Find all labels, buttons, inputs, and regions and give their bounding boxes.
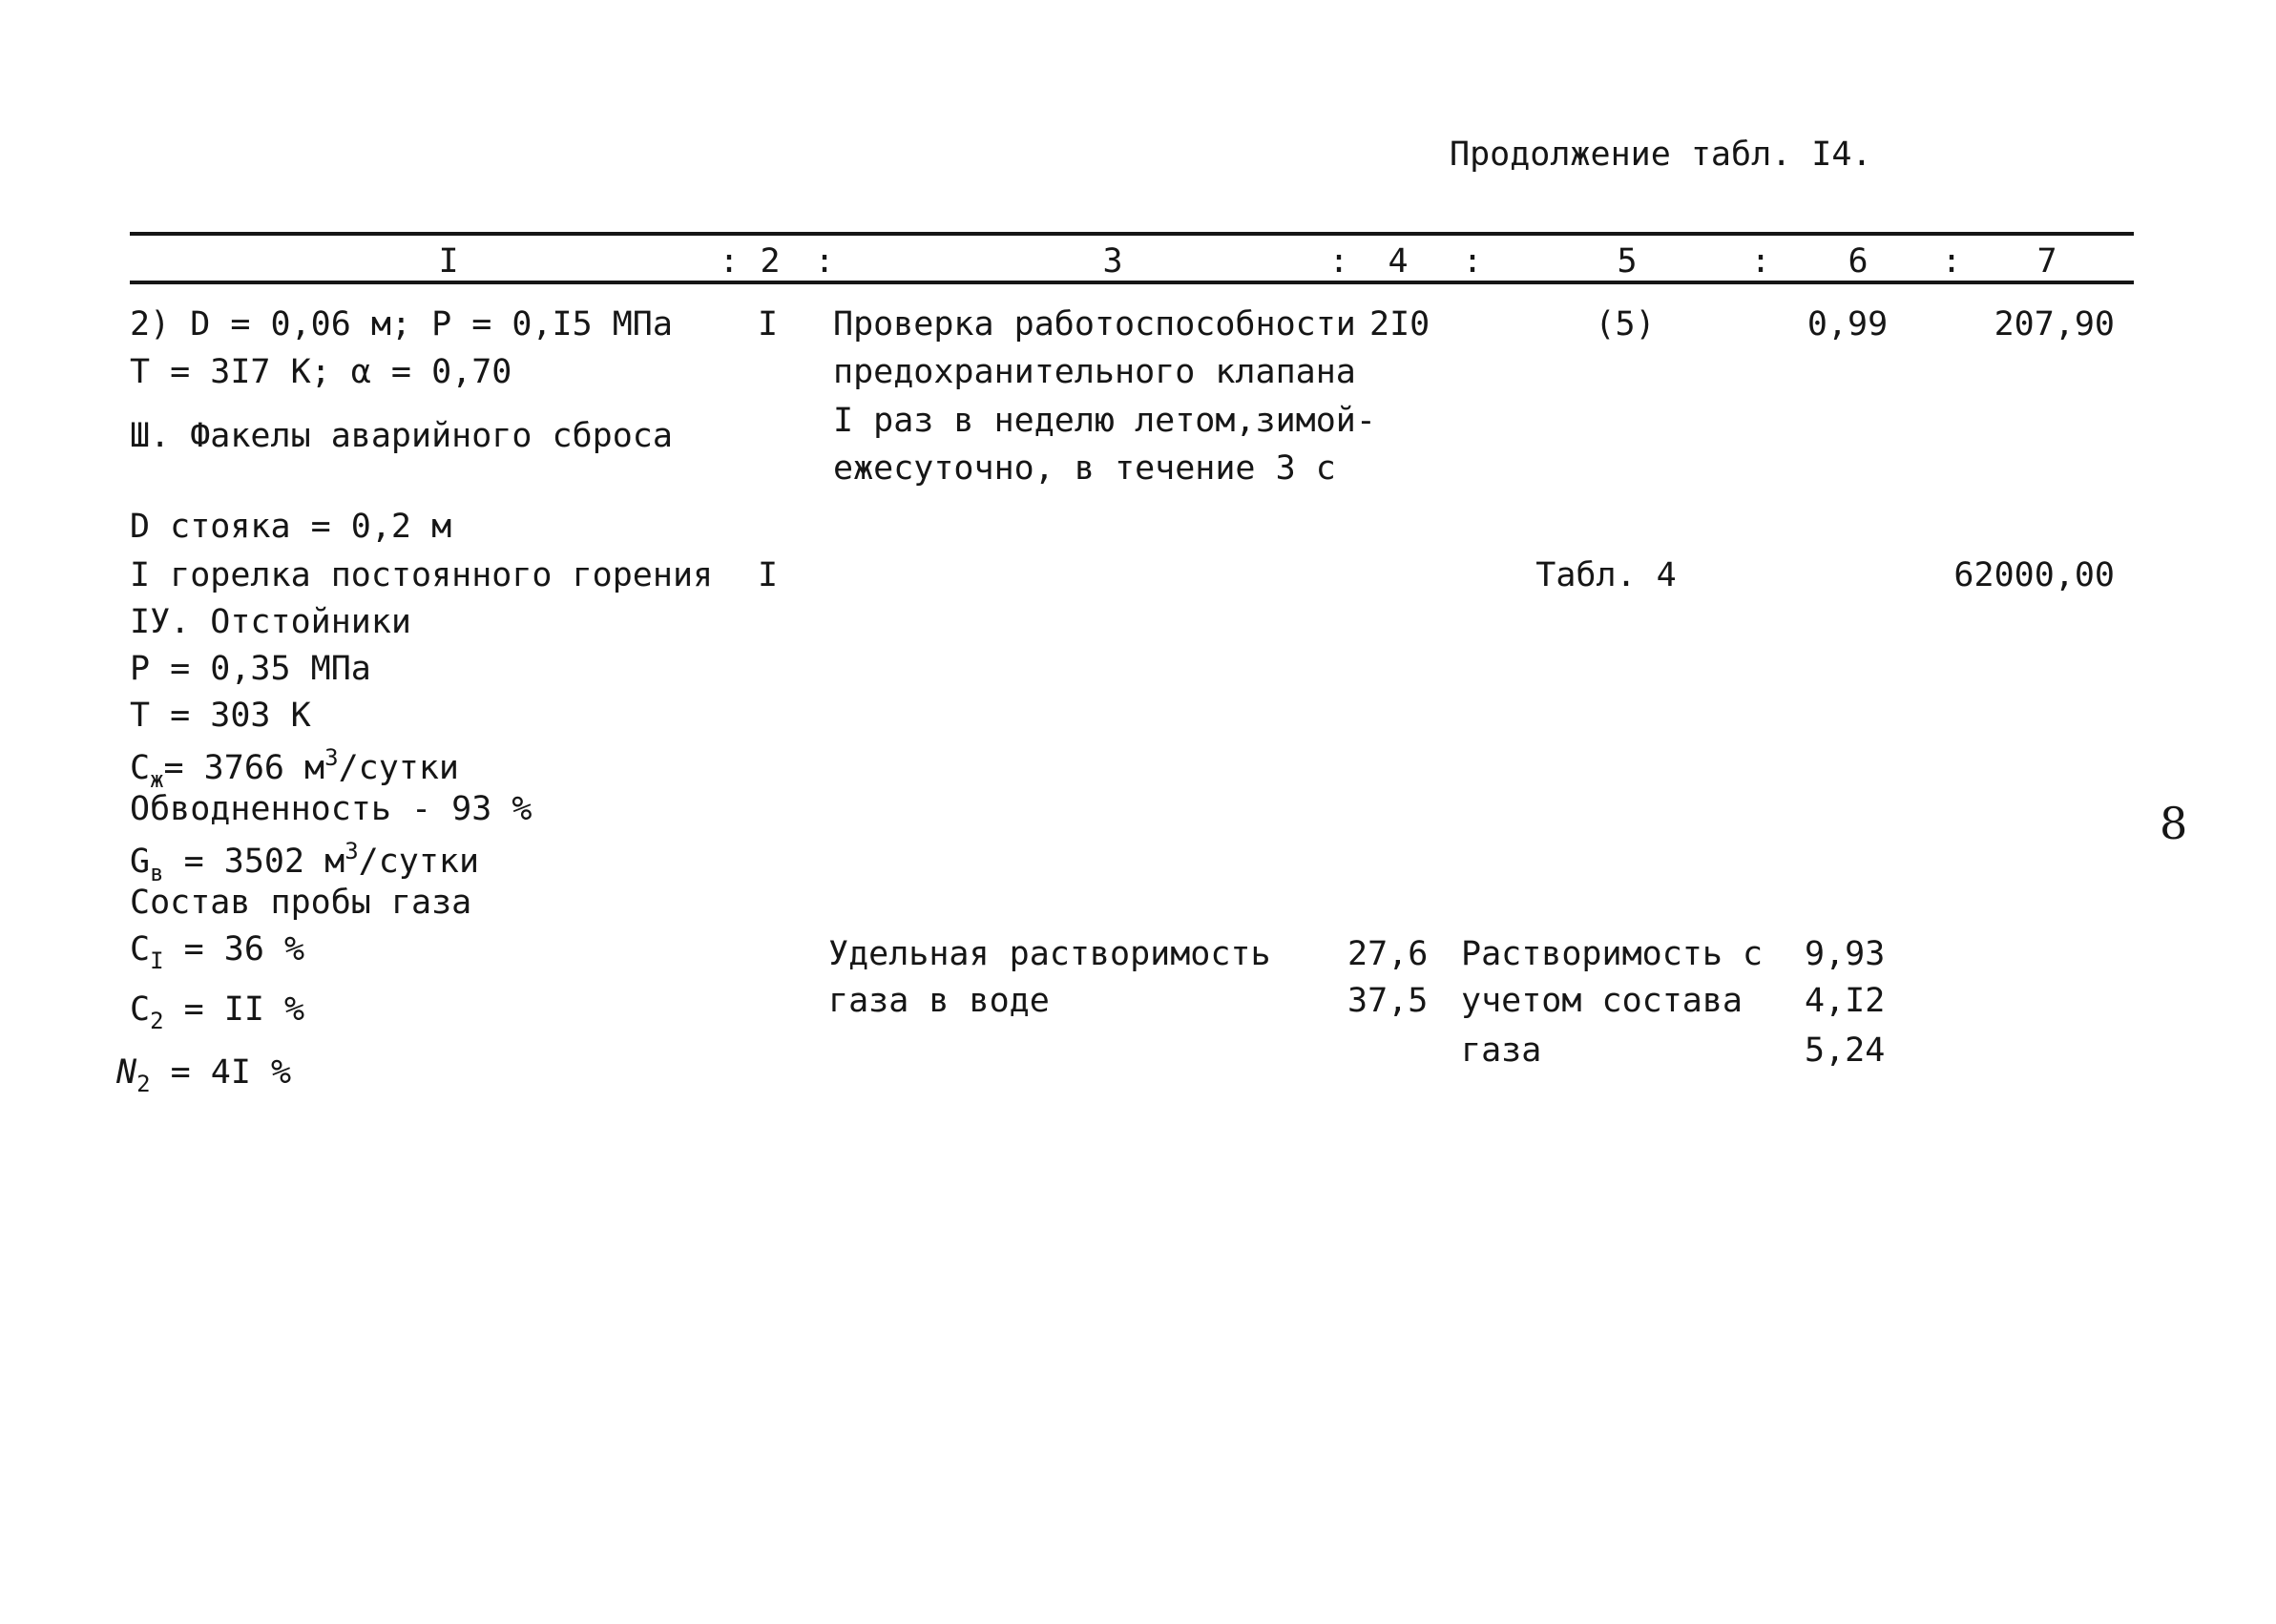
col-header-3: 3 <box>1102 242 1123 281</box>
col-separator: : <box>1750 242 1771 281</box>
s2-line1: 2) D = 0,06 м; P = 0,I5 МПа <box>130 305 673 344</box>
s4-title: IУ. Отстойники <box>130 603 412 641</box>
s3-col2: I <box>758 556 779 594</box>
s3-col5: Табл. 4 <box>1535 556 1677 594</box>
col-header-2: 2 <box>760 242 781 281</box>
s4-col6-value: 4,I2 <box>1805 982 1886 1020</box>
s2-col3-line1: Проверка работоспособности <box>833 305 1356 344</box>
col-separator: : <box>1462 242 1483 281</box>
table-top-rule <box>130 232 2134 236</box>
s4-col5-line1: Растворимость с <box>1461 935 1764 973</box>
table-header-rule <box>130 281 2134 284</box>
s2-col2: I <box>758 305 779 344</box>
s4-col3-line1: Удельная растворимость <box>828 935 1271 973</box>
col-header-4: 4 <box>1388 242 1409 281</box>
col-separator: : <box>814 242 835 281</box>
s4-col5-line2: учетом состава <box>1461 982 1744 1020</box>
s4-col5-line3: газа <box>1461 1031 1542 1070</box>
s4-col4-value: 27,6 <box>1347 935 1429 973</box>
continuation-caption: Продолжение табл. I4. <box>1450 135 1872 174</box>
s3-title: Ш. Факелы аварийного сброса <box>130 417 673 455</box>
s3-burner: I горелка постоянного горения <box>130 556 714 594</box>
s2-col6: 0,99 <box>1806 305 1889 344</box>
col-header-6: 6 <box>1848 242 1869 281</box>
s4-composition-title: Состав пробы газа <box>130 884 472 922</box>
s4-component: $C_I = 36$ % <box>130 930 305 974</box>
margin-page-mark: 8 <box>2160 798 2188 849</box>
s4-component: $C_2$ = II % <box>130 990 305 1034</box>
s4-water-flow: $G_в = 3502$ $м^3$/сутки <box>130 838 480 886</box>
s3-stand: D стояка = 0,2 м <box>130 508 452 546</box>
s2-col4: 2I0 <box>1369 305 1430 344</box>
s3-col7: 62000,00 <box>1953 556 2115 594</box>
col-separator: : <box>719 242 740 281</box>
s4-liquid-flow: $C_ж= 3766$ $м^3$/сутки <box>130 744 459 793</box>
s4-temperature: T = 303 K <box>130 697 311 735</box>
col-header-5: 5 <box>1617 242 1638 281</box>
s2-col5: (5) <box>1595 305 1656 344</box>
s4-col3-line2: газа в воде <box>828 982 1050 1020</box>
s2-col3-line4: ежесуточно, в течение 3 с <box>833 449 1336 488</box>
col-header-7: 7 <box>2036 242 2057 281</box>
s4-component: $N_2 = 4I$ % <box>116 1053 292 1097</box>
s2-col3-line3: I раз в неделю летом,зимой- <box>833 402 1376 440</box>
s4-col6-value: 9,93 <box>1805 935 1886 973</box>
s4-pressure: P = 0,35 МПа <box>130 650 371 688</box>
s4-col6-value: 5,24 <box>1805 1031 1886 1070</box>
s2-col3-line2: предохранительного клапана <box>833 353 1356 391</box>
s2-col7: 207,90 <box>1994 305 2115 344</box>
col-separator: : <box>1941 242 1962 281</box>
col-separator: : <box>1328 242 1349 281</box>
s4-col4-value: 37,5 <box>1347 982 1429 1020</box>
s2-line2: T = 3I7 K; α = 0,70 <box>130 353 512 391</box>
col-header-1: I <box>438 242 459 281</box>
s4-water-cut: Обводненность - 93 % <box>130 790 532 828</box>
